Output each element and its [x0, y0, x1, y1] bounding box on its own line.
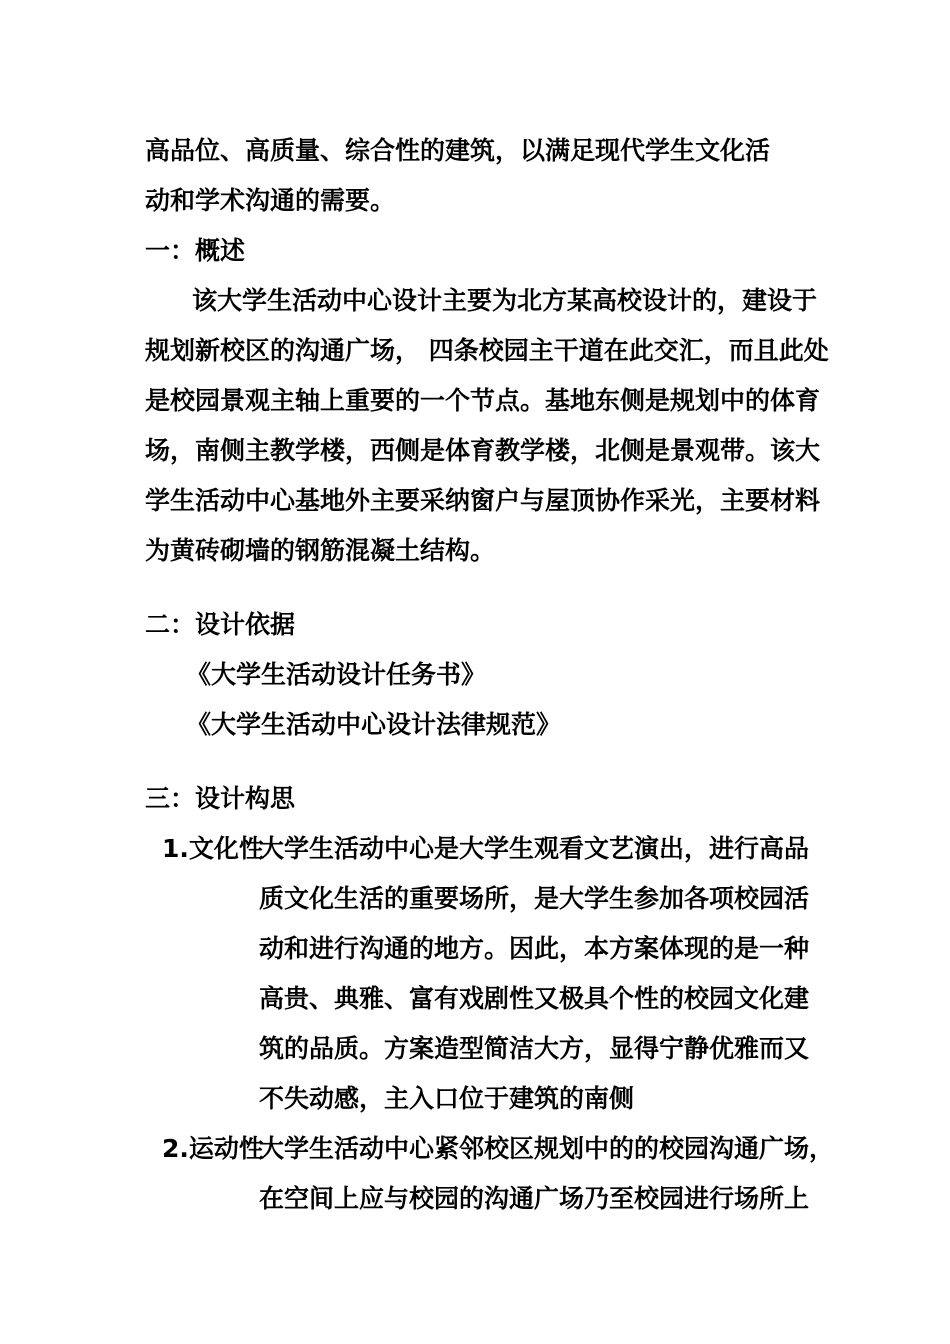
overview-line-4: 场，南侧主教学楼，西侧是体育教学楼，北侧是景观带。该大 — [145, 436, 821, 465]
concept-item-1-label: 1.文化性 — [162, 834, 264, 863]
concept-item-1-line-4: 高贵、典雅、富有戏剧性又极具个性的校园文化建 — [259, 984, 810, 1013]
overview-line-6: 为黄砖砌墙的钢筋混凝土结构。 — [145, 536, 496, 565]
section-heading-concept: 三：设计构思 — [145, 784, 296, 813]
concept-item-1-line-6: 不失动感，主入口位于建筑的南侧 — [259, 1084, 635, 1113]
concept-item-2-line-1: 大学生活动中心紧邻校区规划中的的校园沟通广场， — [259, 1134, 835, 1163]
concept-item-1-line-2: 质文化生活的重要场所，是大学生参加各项校园活 — [259, 884, 810, 913]
intro-line-2: 动和学术沟通的需要。 — [145, 186, 396, 215]
concept-item-2-label: 2.运动性 — [162, 1134, 264, 1163]
concept-item-1-line-3: 动和进行沟通的地方。因此，本方案体现的是一种 — [259, 934, 810, 963]
overview-line-2: 规划新校区的沟通广场， 四条校园主干道在此交汇，而且此处 — [145, 336, 829, 365]
section-heading-basis: 二：设计依据 — [145, 610, 296, 639]
reference-design-spec: 《大学生活动中心设计法律规范》 — [186, 710, 562, 739]
concept-item-2-line-2: 在空间上应与校园的沟通广场乃至校园进行场所上 — [259, 1184, 810, 1213]
intro-line-1: 高品位、高质量、综合性的建筑，以满足现代学生文化活 — [145, 136, 771, 165]
concept-item-1-line-5: 筑的品质。方案造型简洁大方，显得宁静优雅而又 — [259, 1034, 810, 1063]
overview-line-1: 该大学生活动中心设计主要为北方某高校设计的，建设于 — [192, 286, 818, 315]
concept-item-1-line-1: 大学生活动中心是大学生观看文艺演出，进行高品 — [259, 834, 810, 863]
overview-line-5: 学生活动中心基地外主要采纳窗户与屋顶协作采光，主要材料 — [145, 486, 821, 515]
section-heading-overview: 一：概述 — [145, 236, 246, 265]
overview-line-3: 是校园景观主轴上重要的一个节点。基地东侧是规划中的体育 — [145, 386, 821, 415]
reference-task-book: 《大学生活动设计任务书》 — [186, 660, 487, 689]
